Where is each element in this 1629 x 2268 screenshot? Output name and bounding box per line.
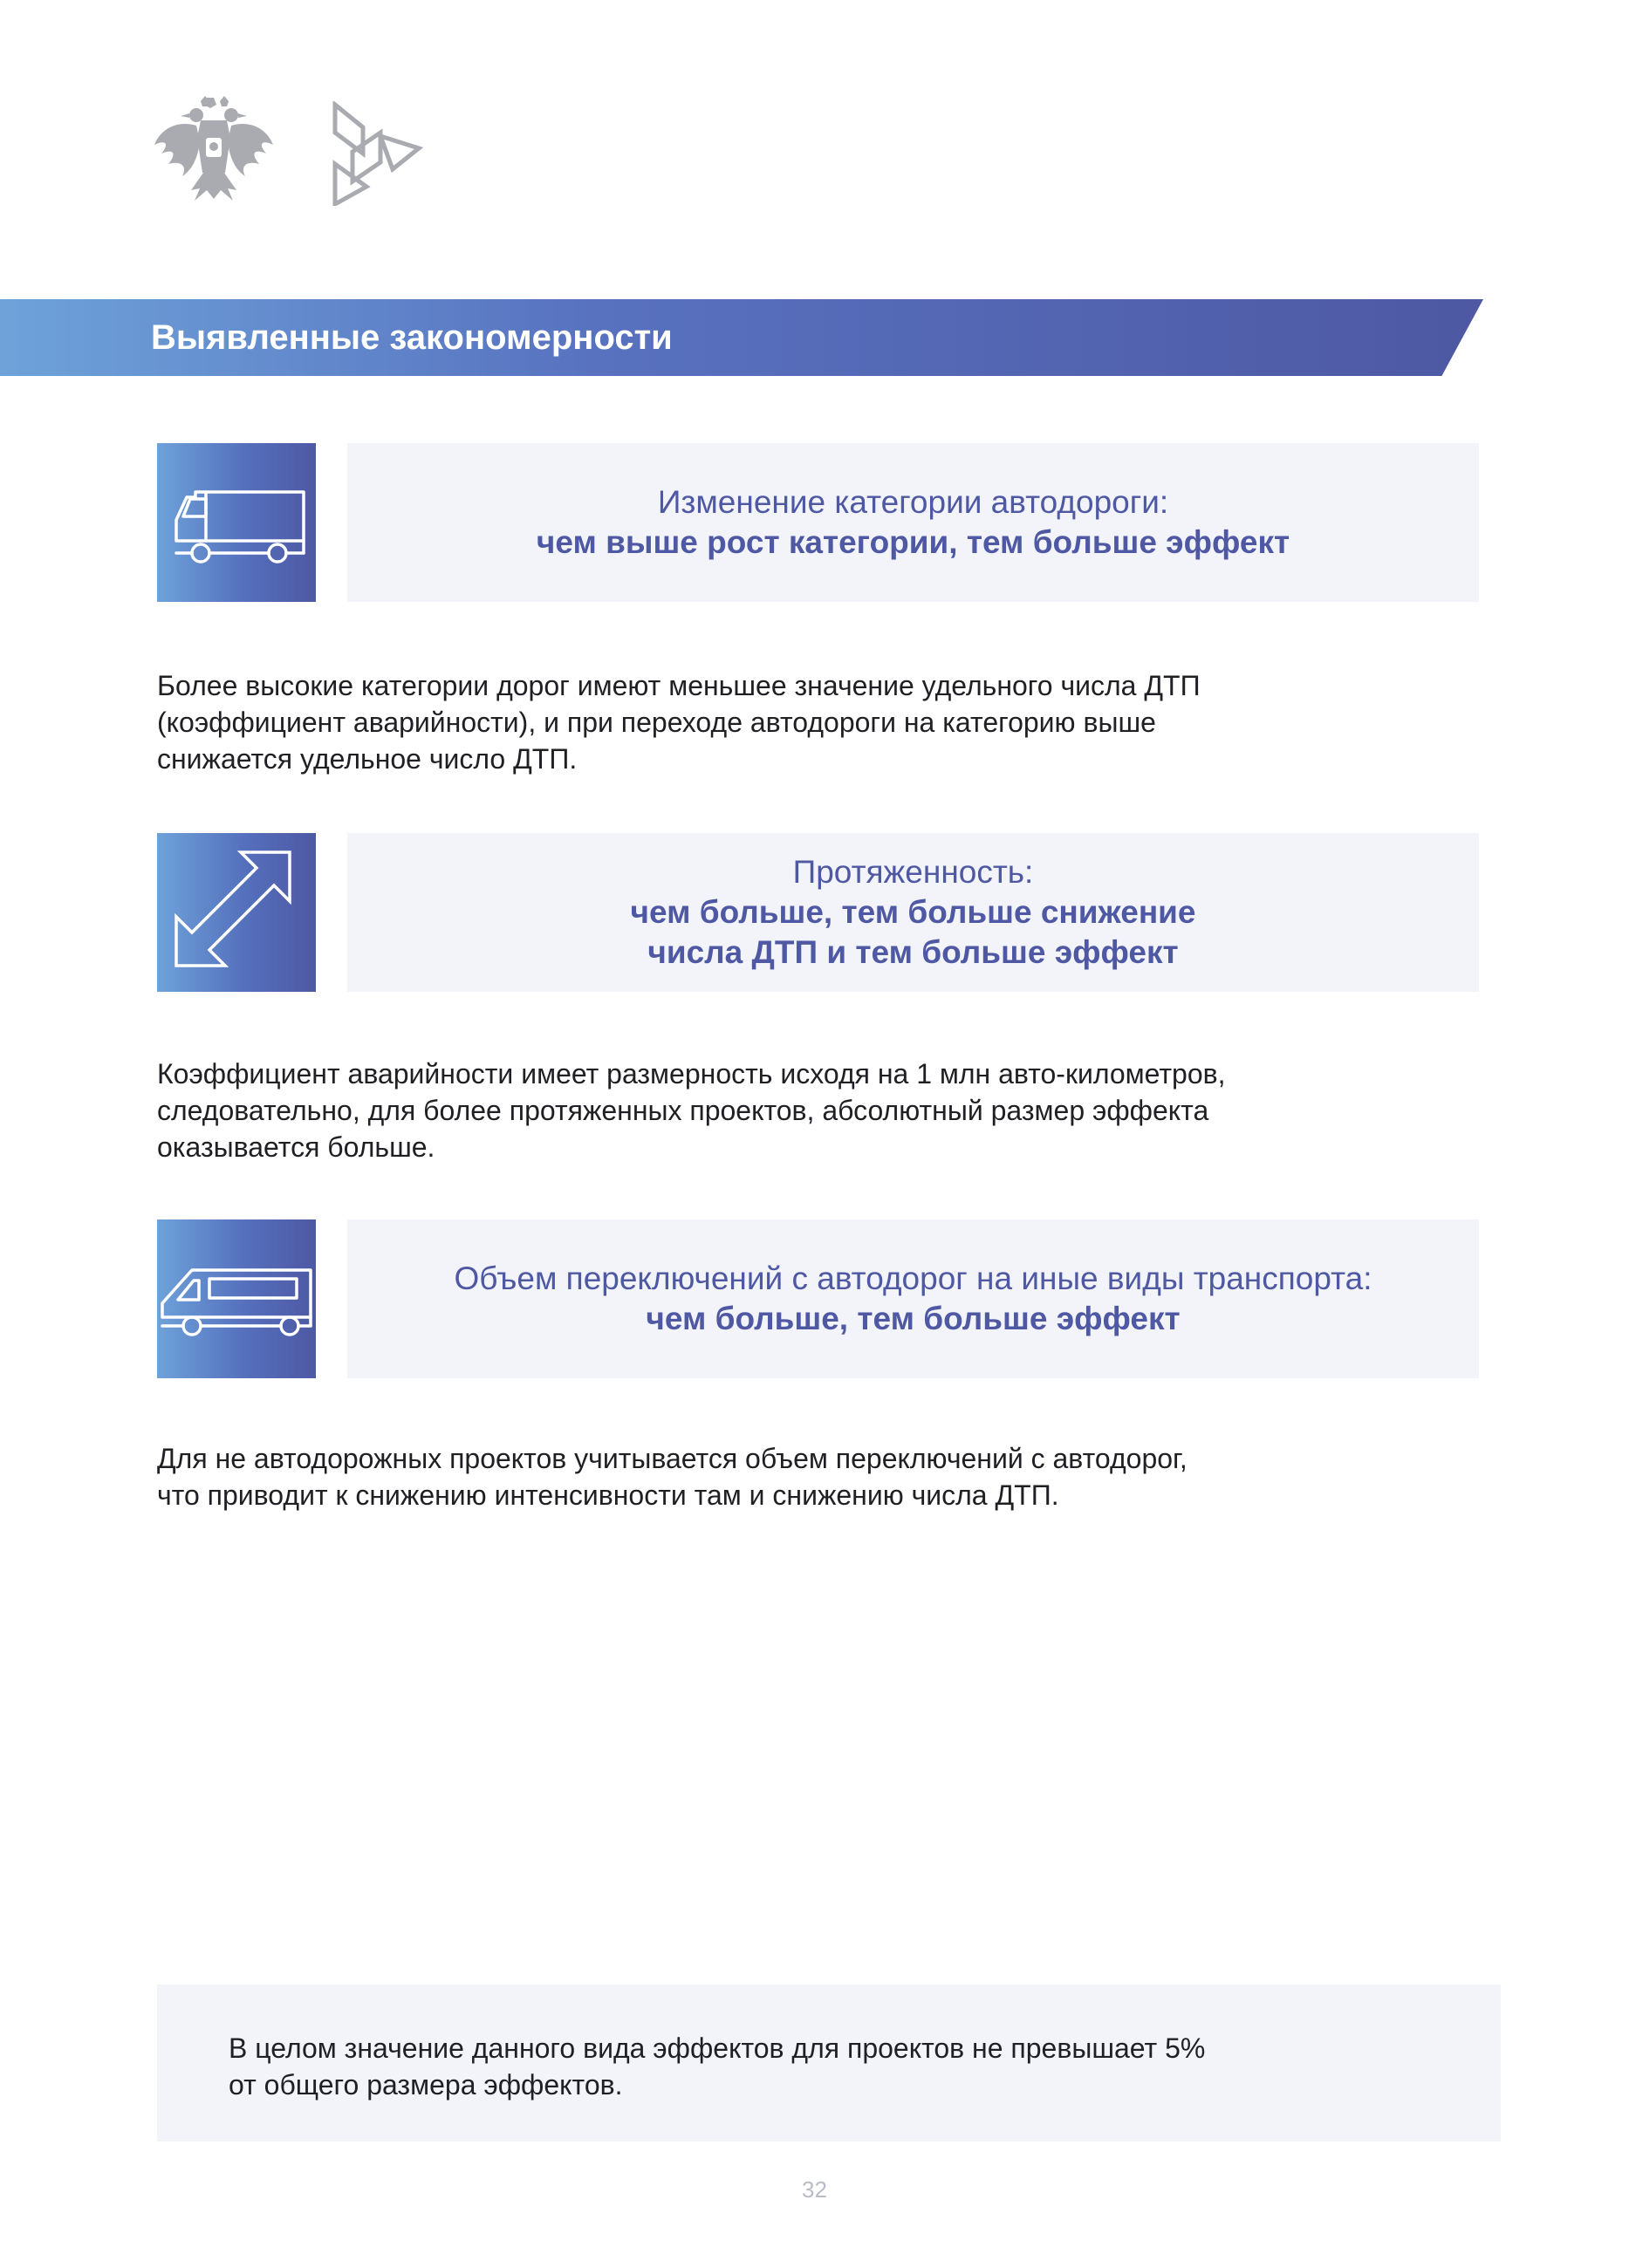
- summary-text: [229, 2030, 1450, 2103]
- section-title: Выявленные закономерности: [151, 318, 673, 357]
- paragraph-line: следовательно, для более протяженных проектов, абсолютный размер эффекта: [157, 1095, 1209, 1126]
- page-number: 32: [802, 2176, 827, 2203]
- van-icon: [157, 1219, 316, 1378]
- summary-line: от общего размера эффектов.: [229, 2069, 623, 2101]
- finding-callout: [347, 443, 1479, 602]
- diagonal-double-arrow-icon: [157, 833, 316, 992]
- finding-lead: Протяженность:: [792, 854, 1034, 890]
- paragraph-line: Более высокие категории дорог имеют меньшее значение удельного числа ДТП: [157, 670, 1201, 701]
- finding-icon-box: [157, 443, 316, 602]
- finding-strong-line: чем больше, тем больше эффект: [646, 1301, 1181, 1336]
- organization-logo: [332, 101, 428, 206]
- finding-lead: Объем переключений с автодорог на иные виды транспорта:: [454, 1260, 1372, 1296]
- finding-callout: [347, 1219, 1479, 1378]
- finding-lead: Изменение категории автодороги:: [657, 484, 1169, 520]
- finding-icon-box: [157, 1219, 316, 1378]
- coat-of-arms-logo: [153, 96, 275, 211]
- finding-strong-line: числа ДТП и тем больше эффект: [647, 934, 1179, 970]
- paragraph-line: снижается удельное число ДТП.: [157, 743, 578, 775]
- paragraph-line: Для не автодорожных проектов учитывается объем переключений с автодорог,: [157, 1443, 1188, 1474]
- truck-icon: [157, 443, 316, 602]
- finding-strong-line: чем больше, тем больше снижение: [630, 894, 1196, 930]
- paragraph-line: что приводит к снижению интенсивности там и снижению числа ДТП.: [157, 1479, 1059, 1511]
- finding-paragraph: [157, 1055, 1483, 1165]
- finding-callout: [347, 833, 1479, 992]
- finding-strong-line: чем выше рост категории, тем больше эффект: [536, 524, 1290, 560]
- paragraph-line: (коэффициент аварийности), и при переходе автодороги на категорию выше: [157, 707, 1156, 738]
- summary-panel: [157, 1984, 1501, 2142]
- paragraph-line: Коэффициент аварийности имеет размерность исходя на 1 млн авто-километров,: [157, 1058, 1226, 1090]
- finding-paragraph: [157, 667, 1483, 777]
- summary-line: В целом значение данного вида эффектов для проектов не превышает 5%: [229, 2032, 1206, 2064]
- finding-icon-box: [157, 833, 316, 992]
- finding-paragraph: [157, 1440, 1483, 1513]
- paragraph-line: оказывается больше.: [157, 1131, 435, 1163]
